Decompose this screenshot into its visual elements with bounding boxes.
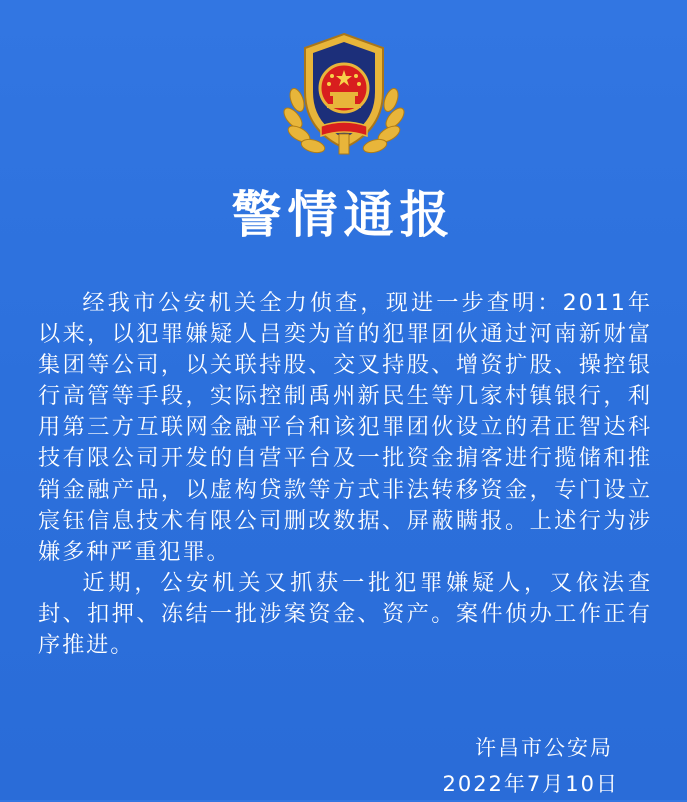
notice-title: 警情通报 [231,186,456,244]
issuing-organization: 许昌市公安局 [475,736,613,760]
paragraph-2: 近期，公安机关又抓获一批犯罪嫌疑人，又依法查封、扣押、冻结一批涉案资金、资产。案件侦办工作正有序推进。 [38,569,652,659]
police-emblem-icon [283,30,405,160]
signature-block [442,730,619,802]
notice-body [38,288,652,661]
issue-date: 2022年7月10日 [442,772,619,796]
paragraph-1: 经我市公安机关全力侦查，现进一步查明：2011年以来，以犯罪嫌疑人吕奕为首的犯罪团伙通过河南新财富集团等公司，以关联持股、交叉持股、增资扩股、操控银行高管等手段，实际控制禹州新民生等几家村镇银行，利用第三方互联网金融平台和该犯罪团伙设立的君正智达科技有限公司开发的自营平台及一批资金掮客进行揽储和推销金融产品，以虚构贷款等方式非法转移资金，专门设立宸钰信息技术有限公司删改数据、屏蔽瞒报。上述行为涉嫌多种严重犯罪。 [38,290,652,565]
